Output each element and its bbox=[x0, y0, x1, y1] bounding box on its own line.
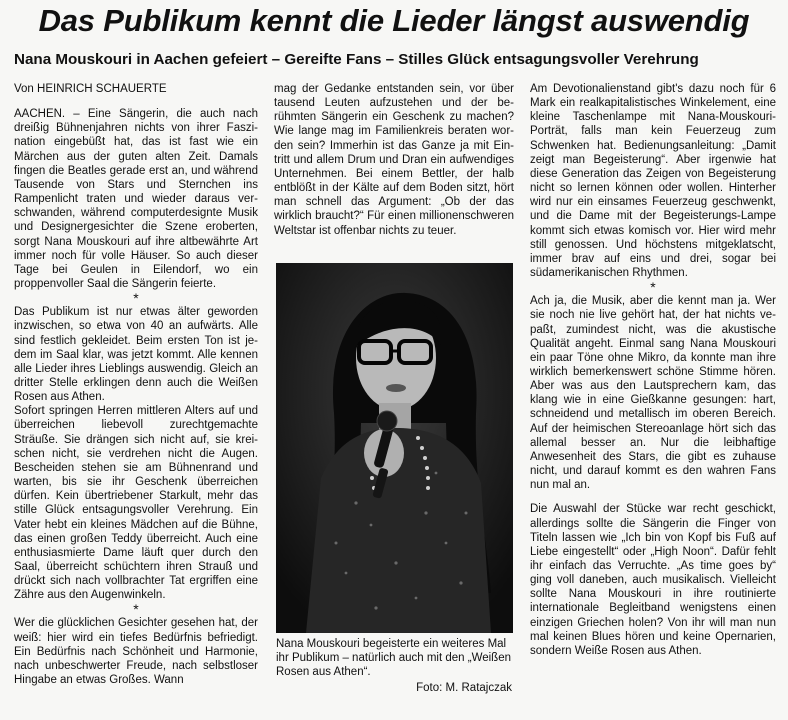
section-separator: * bbox=[133, 601, 139, 618]
section-separator: * bbox=[650, 279, 656, 296]
photo-credit: Foto: M. Ratajczak bbox=[416, 682, 512, 694]
paragraph: Am Devotionalienstand gibt's dazu noch für 6 Mark ein realkapitalistisches Winkelement, eine kleine Taschenlampe mit Nana-Mouskouri-Porträt, falls man kein Feuerzeug zum Schwenken hat. Bedienungsanleitung: „Damit zeigt man Begeisterung“. Aber irgenwie hat diese Generation das Zeigen von Begeisterung nicht so lernen können oder wollen. Hinterher wird nur ein einsames Feuerzeug geschwenkt, und die Dame mit der Begeisterungs-Lampe kommt sich etwas komisch vor. Hier wird mehr still genossen. Und höchstens mitgeklatscht, immer brav auf eins und drei, sogar bei südamerikanischen Rhythmen. bbox=[530, 83, 776, 280]
text-column-2 bbox=[274, 82, 514, 238]
text-column-3 bbox=[530, 82, 776, 658]
paragraph: AACHEN. – Eine Sängerin, die auch nach dreißig Bühnenjahren nichts von ihrer Faszination eingebüßt hat, das ist fast wie ein Märchen aus der guten alten Zeit. Damals fingen die Beatles gerade erst an, und während Tausende von Stars und Sternchen ins Rampenlicht traten und wieder daraus verschwanden, während computerdesignte Musik und Designergesichter die Szene eroberten, sorgt Nana Mouskouri auf ihre altbewährte Art immer noch für volle Häuser. So auch dieser Tage bei Geulen in Eilendorf, wo ein proppenvoller Saal die Sängerin feierte. bbox=[14, 108, 258, 291]
paragraph-gap bbox=[530, 492, 776, 502]
paragraph: Ach ja, die Musik, aber die kennt man ja. Wer sie noch nie live gehört hat, der hat nichts vepaßt, zumindest nicht, was die akustische Qualität angeht. Einmal sang Nana Mouskouri ein paar Töne ohne Mikro, da konnte man ihre wirklich bemerkenswert schöne Stimme hören. Aber was aus den Lautsprechern kam, das klang wie in eine Gießkanne gesungen: hart, schneidend und metallisch im oberen Bereich. Auf der heimischen Stereoanlage hört sich das allemal besser an. Nur die leibhaftige Anwesenheit des Stars, die gibt es zuhause nicht, und darauf kommt es den wahren Fans nun mal an. bbox=[530, 295, 776, 492]
paragraph: Wer die glücklichen Gesichter gesehen hat, der weiß: hier wird ein tiefes Bedürfnis befriedigt. Ein Bedürfnis nach Schönheit und Harmonie, nach unbeschwerter Freude, nach selbstloser Hingabe an etwas Großes. Wann bbox=[14, 617, 258, 687]
paragraph: Das Publikum ist nur etwas älter geworden inzwischen, so etwa von 40 an aufwärts. Alle sind festlich gekleidet. Beim ersten Ton ist jedem im Saal klar, was jetzt kommt. Alle kennen alle Lieder ihres Lieblings auswendig. Gleich an dritter Stelle erklingen denn auch die Weißen Rosen aus Athen. bbox=[14, 306, 258, 404]
paragraph: Die Auswahl der Stücke war recht geschickt, allerdings sollte die Sängerin die Finger von Titeln lassen wie „Ich bin von Kopf bis Fuß auf Liebe eingestellt“ oder „High Noon“. Dafür fehlt ihr einfach das Verruchte. „As time goes by“ ging voll daneben, auch musikalisch. Vielleicht sollte Nana Mouskouri in ihre routinierte internationale Begleitband wenigstens einen einzigen Griechen holen? Von ihr will man nun mal keinen Blues hören und keine Opernarien, sondern Weiße Rosen aus Athen. bbox=[530, 503, 776, 657]
singer-photo-illustration bbox=[276, 263, 513, 633]
paragraph: Sofort springen Herren mittleren Alters auf und überreichen liebevoll zurechtgemachte Sträuße. Sie drängen sich nicht auf, sie kreischen nicht, sie verdrehen nicht die Augen. Bescheiden stehen sie am Bühnenrand und warten, bis sie ihr Geschenk überreichen dürfen. Kein übertriebener Starkult, mehr das stille Glück entsagungsvoller Verehrung. Ein Vater hebt ein kleines Mädchen auf die Bühne, das einen großen Teddy überreicht. Auch eine enthusiasmierte Dame läuft quer durch den Saal, überreicht schüchtern ihren Strauß und drückt sich nach vollbrachter Tat ergriffen eine Zähre aus den Augenwinkeln. bbox=[14, 405, 258, 602]
paragraph: mag der Gedanke entstanden sein, vor über tausend Leuten aufzustehen und der berühmten Sängerin ein Geschenk zu machen? Wie lange mag im Familienkreis beraten worden sein? Immerhin ist das Ganze ja mit Eintritt und allem Drum und Dran ein aufwendiges Unternehmen. Bei einem Bettler, der halb entblößt in der Kälte auf dem Boden sitzt, hört man schnell das Argument: „Ob der das wirklich braucht?“ Für einen millionenschweren Weltstar ist offenbar nichts zu teuer. bbox=[274, 83, 514, 237]
concert-photo bbox=[276, 263, 513, 633]
photo-caption: Nana Mouskouri begeisterte ein weiteres Mal ihr Publikum – natürlich auch mit den „Weißen Rosen aus Athen“. bbox=[276, 638, 512, 679]
section-separator: * bbox=[133, 290, 139, 307]
text-column-1 bbox=[14, 82, 258, 687]
byline: Von HEINRICH SCHAUERTE bbox=[14, 83, 167, 95]
article-headline: Das Publikum kennt die Lieder längst auswendig bbox=[38, 3, 750, 38]
article-subheadline: Nana Mouskouri in Aachen gefeiert – Gereifte Fans – Stilles Glück entsagungsvoller Verehrung bbox=[14, 51, 699, 68]
